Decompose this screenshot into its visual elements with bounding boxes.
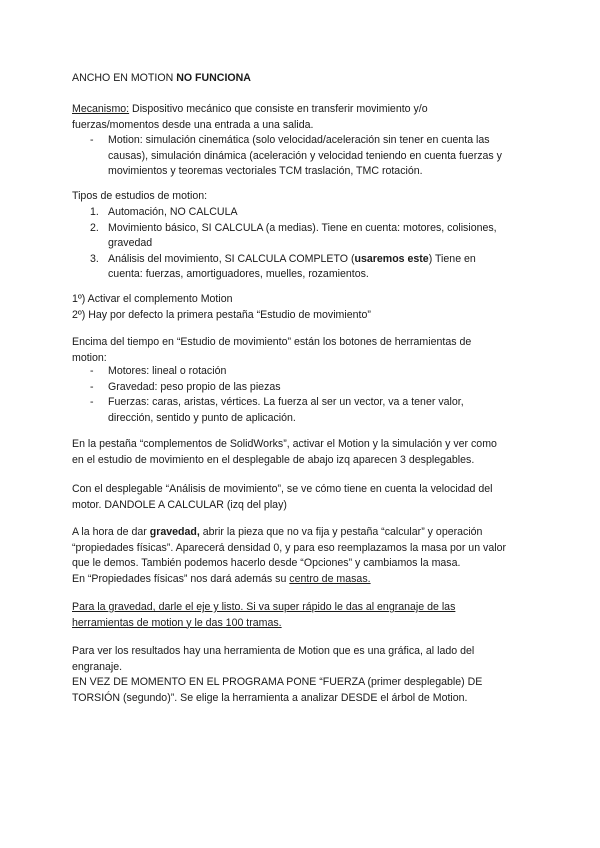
mecanismo-list (90, 133, 530, 180)
centro-de-masas-text: centro de masas. (289, 572, 371, 585)
gravedad-paragraph: A la hora de dar gravedad, abrir la pieza que no va fija y pestaña “calcular” y operación “propiedades físicas”. Aparecerá densidad 0, y para eso reemplazamos la masa por un valor que le demos. También podemos hacerlo desde “Opciones” y cambiamos la masa. En “Propiedades físicas” nos dará además su centro de masas. (72, 526, 506, 585)
tipos-list (90, 205, 530, 283)
list-item: 3. Análisis del movimiento, SI CALCULA COMPLETO (usaremos este) Tiene en cuenta: fuerzas, amortiguadores, muelles, rozamientos. (90, 252, 476, 280)
tipos-heading: Tipos de estudios de motion: (72, 190, 208, 202)
resultados-paragraph: Para ver los resultados hay una herramienta de Motion que es una gráfica, al lado del engranaje. EN VEZ DE MOMENTO EN EL PROGRAMA PONE “FUERZA (primer desplegable) DE TORSIÓN (segundo)”. Se elige la herramienta a analizar DESDE el árbol de Motion. (72, 645, 483, 704)
list-item: - Motion: simulación cinemática (solo velocidad/aceleración sin tener en cuenta las causas), simulación dinámica (aceleración y velocidad teniendo en cuenta fuerzas y movimientos y teoremas vectoriales TCM traslación, TMC rotación. (90, 134, 502, 177)
mecanismo-paragraph: Mecanismo: Dispositivo mecánico que consiste en transferir movimiento y/o fuerzas/momentos desde una entrada a una salida. (72, 103, 428, 131)
list-item: 2. Movimiento básico, SI CALCULA (a medias). Tiene en cuenta: motores, colisiones, gravedad (90, 221, 497, 249)
herramientas-list (90, 364, 530, 426)
engranaje-paragraph: Para la gravedad, darle el eje y listo. Si va super rápido le das al engranaje de las herramientas de motion y le das 100 tramas. (72, 601, 456, 629)
list-item: 1. Automación, NO CALCULA (90, 206, 238, 218)
page-title: ANCHO EN MOTION NO FUNCIONA (72, 72, 251, 84)
list-item: - Gravedad: peso propio de las piezas (90, 380, 281, 393)
pasos-paragraph: 1º) Activar el complemento Motion 2º) Hay por defecto la primera pestaña “Estudio de movimiento” (72, 293, 371, 321)
pestana-paragraph: En la pestaña “complementos de SolidWorks”, activar el Motion y la simulación y ver como en el estudio de movimiento en el desplegable de abajo izq aparecen 3 desplegables. (72, 438, 497, 466)
list-item: - Motores: lineal o rotación (90, 365, 227, 377)
list-item: - Fuerzas: caras, aristas, vértices. La fuerza al ser un vector, va a tener valor, dirección, sentido y punto de aplicación. (90, 396, 464, 424)
desplegable-paragraph: Con el desplegable “Análisis de movimiento”, se ve cómo tiene en cuenta la velocidad del motor. DANDOLE A CALCULAR (izq del play) (72, 483, 493, 511)
mecanismo-label: Mecanismo: (72, 103, 130, 115)
encima-paragraph: Encima del tiempo en “Estudio de movimiento” están los botones de herramientas de motion: (72, 336, 472, 364)
